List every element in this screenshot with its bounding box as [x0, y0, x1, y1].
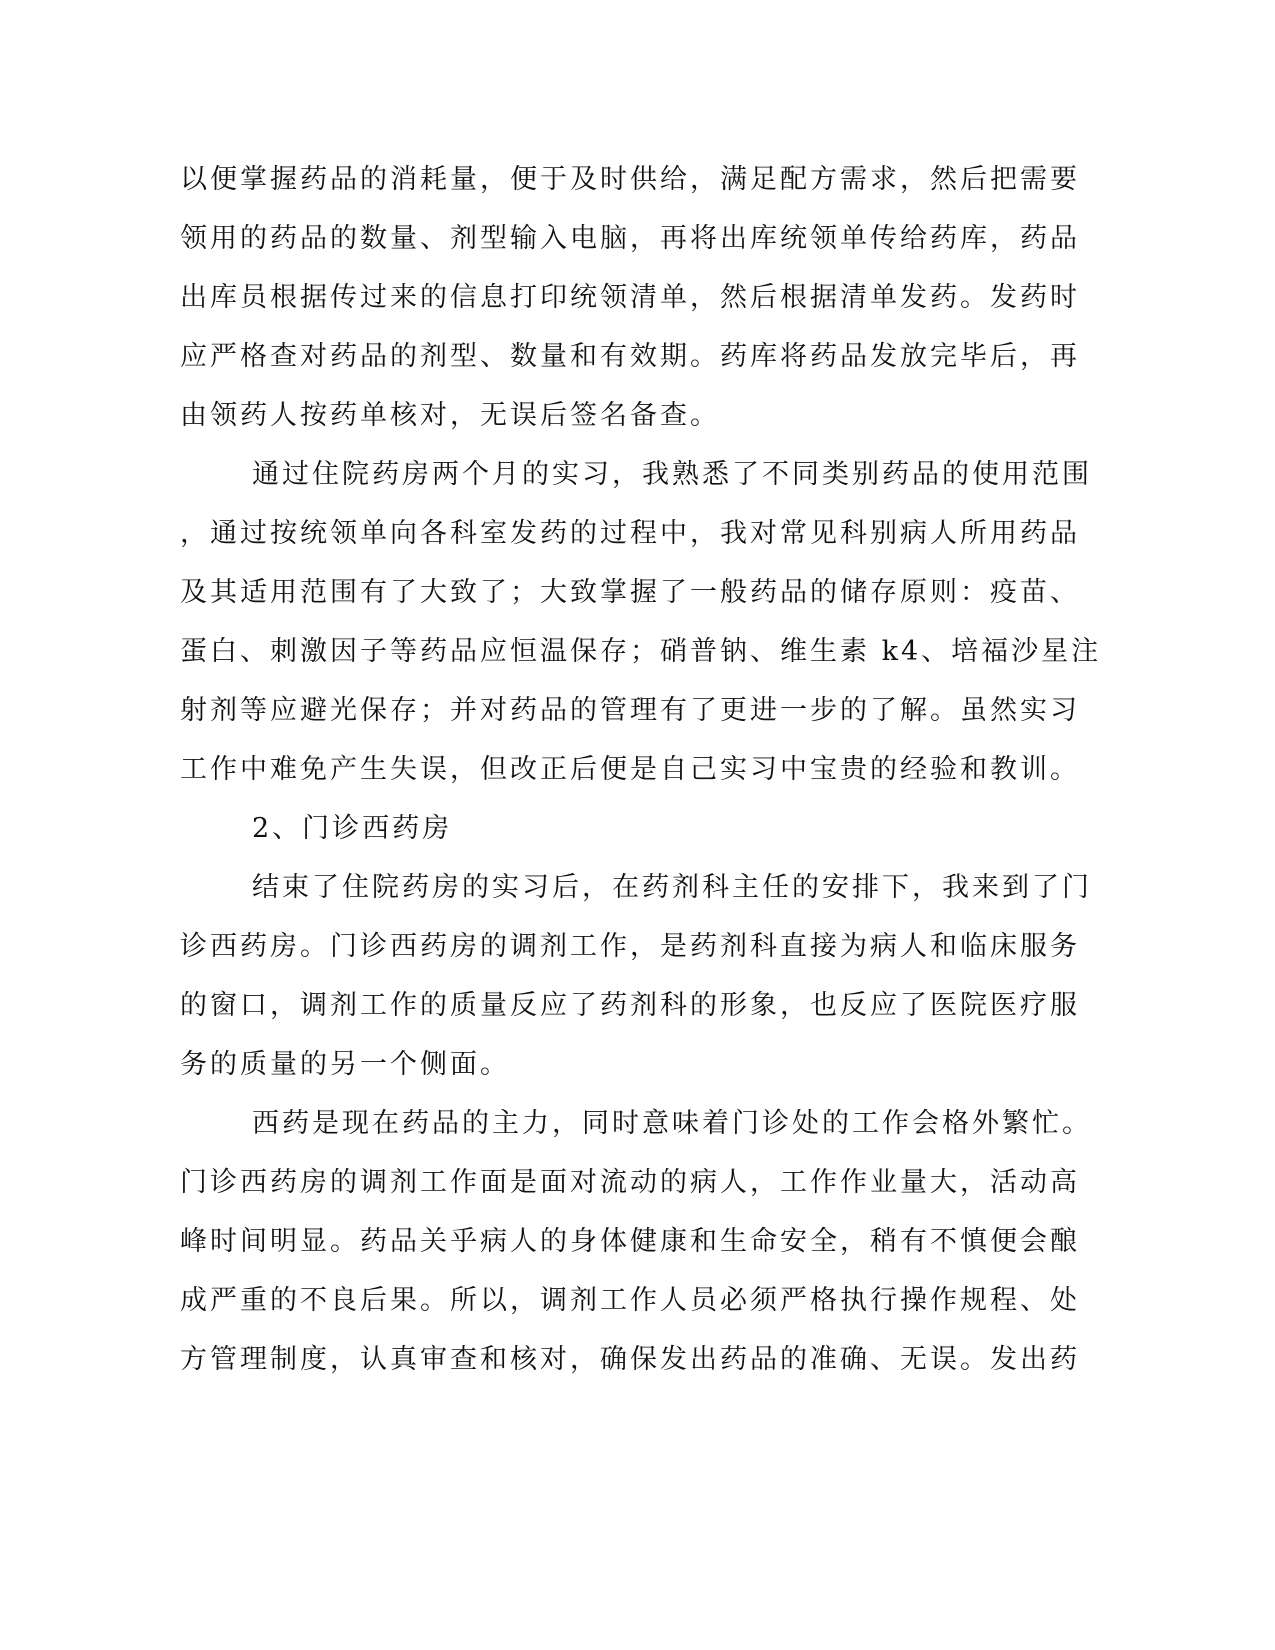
text-line-3: 出库员根据传过来的信息打印统领清单，然后根据清单发药。发药时 — [180, 282, 1080, 313]
text-line-15: 的窗口，调剂工作的质量反应了药剂科的形象，也反应了医院医疗服 — [180, 990, 1080, 1021]
section-heading: 2、门诊西药房 — [252, 813, 453, 844]
text-line-2: 领用的药品的数量、剂型输入电脑，再将出库统领单传给药库，药品 — [180, 223, 1080, 254]
text-line-17: 西药是现在药品的主力，同时意味着门诊处的工作会格外繁忙。 — [252, 1108, 1092, 1139]
text-line-13: 结束了住院药房的实习后，在药剂科主任的安排下，我来到了门 — [252, 872, 1092, 903]
text-line-8: 及其适用范围有了大致了；大致掌握了一般药品的储存原则：疫苗、 — [180, 577, 1080, 608]
text-line-5: 由领药人按药单核对，无误后签名备查。 — [180, 400, 720, 431]
text-line-20: 成严重的不良后果。所以，调剂工作人员必须严格执行操作规程、处 — [180, 1285, 1080, 1316]
text-line-9: 蛋白、刺激因子等药品应恒温保存；硝普钠、维生素 k4、培福沙星注 — [180, 636, 1102, 667]
text-line-19: 峰时间明显。药品关乎病人的身体健康和生命安全，稍有不慎便会酿 — [180, 1226, 1080, 1257]
text-line-7: ，通过按统领单向各科室发药的过程中，我对常见科别病人所用药品 — [180, 518, 1080, 549]
document-body — [180, 150, 1102, 1389]
text-line-1: 以便掌握药品的消耗量，便于及时供给，满足配方需求，然后把需要 — [180, 164, 1080, 195]
text-line-6: 通过住院药房两个月的实习，我熟悉了不同类别药品的使用范围 — [252, 459, 1092, 490]
text-line-16: 务的质量的另一个侧面。 — [180, 1049, 510, 1080]
text-line-11: 工作中难免产生失误，但改正后便是自己实习中宝贵的经验和教训。 — [180, 754, 1080, 785]
text-line-18: 门诊西药房的调剂工作面是面对流动的病人，工作作业量大，活动高 — [180, 1167, 1080, 1198]
text-line-4: 应严格查对药品的剂型、数量和有效期。药库将药品发放完毕后，再 — [180, 341, 1080, 372]
text-line-14: 诊西药房。门诊西药房的调剂工作，是药剂科直接为病人和临床服务 — [180, 931, 1080, 962]
text-line-10: 射剂等应避光保存；并对药品的管理有了更进一步的了解。虽然实习 — [180, 695, 1080, 726]
text-line-21: 方管理制度，认真审查和核对，确保发出药品的准确、无误。发出药 — [180, 1344, 1080, 1375]
